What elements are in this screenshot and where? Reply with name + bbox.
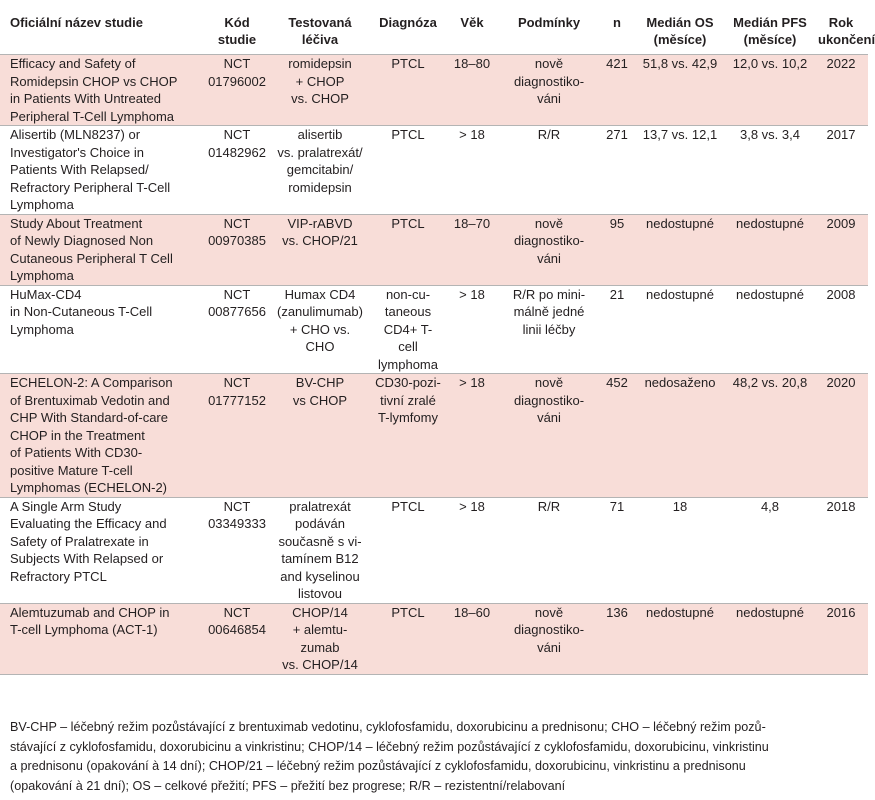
cell-line: > 18 — [459, 286, 485, 302]
cell-line: 136 — [606, 604, 628, 620]
cell-conditions — [498, 374, 600, 498]
cell-line: nově — [534, 215, 564, 231]
cell-line: + CHO vs. CHO — [289, 321, 351, 354]
cell-study-code — [204, 374, 270, 498]
cell-line: tivní zralé — [380, 392, 436, 408]
cell-line: 01796002 — [208, 73, 266, 89]
cell-study-code — [204, 126, 270, 215]
cell-median-os — [634, 497, 726, 603]
cell-median-os — [634, 55, 726, 126]
cell-line: 2022 — [826, 56, 856, 71]
cell-line: romidepsin — [288, 56, 352, 71]
cell-study-code — [204, 285, 270, 374]
cell-line: nedostupné — [646, 215, 714, 231]
cell-diagnosis — [370, 214, 446, 285]
cell-line: CD30-pozi- — [375, 375, 441, 390]
cell-line: vs. CHOP/21 — [282, 233, 358, 248]
cell-line: 421 — [606, 56, 628, 71]
cell-line: 95 — [609, 215, 625, 231]
cell-line: gemcitabin/ — [286, 162, 354, 177]
table-row — [0, 214, 868, 285]
header-age — [446, 0, 498, 55]
cell-diagnosis — [370, 603, 446, 674]
cell-line: BV-CHP — [295, 375, 345, 390]
cell-diagnosis — [370, 374, 446, 498]
cell-line: Lymphoma — [10, 197, 74, 212]
cell-conditions — [498, 126, 600, 215]
header-drugs — [270, 0, 370, 55]
cell-line: nedostupné — [736, 215, 804, 231]
cell-line: Lymphoma — [10, 268, 74, 283]
cell-line: zumab — [300, 639, 340, 655]
cell-study-name — [0, 285, 204, 374]
cell-line: 48,2 vs. 20,8 — [732, 375, 808, 390]
cell-line: Testovaná — [288, 15, 352, 30]
cell-line: nově — [534, 56, 564, 71]
cell-line: Refractory Peripheral T-Cell — [10, 179, 171, 195]
cell-line: > 18 — [459, 375, 485, 390]
cell-line: Refractory PTCL — [10, 568, 107, 584]
cell-median-pfs — [726, 285, 814, 374]
cell-line: PTCL — [391, 127, 425, 142]
cell-line: NCT — [223, 498, 251, 514]
cell-line: of Brentuximab Vedotin and — [10, 392, 170, 408]
cell-line: NCT — [223, 604, 251, 620]
cell-age — [446, 374, 498, 498]
cell-line: ukončení — [818, 32, 875, 47]
cell-line: Podmínky — [517, 15, 581, 30]
cell-line: 271 — [606, 127, 628, 142]
cell-age — [446, 214, 498, 285]
cell-line: NCT — [223, 215, 251, 231]
cell-line: současně s vi- — [278, 533, 362, 549]
cell-conditions — [498, 497, 600, 603]
cell-line: studie — [217, 32, 257, 47]
cell-age — [446, 603, 498, 674]
cell-n — [600, 126, 634, 215]
cell-line: podáván — [295, 516, 345, 531]
cell-line: listovou — [297, 586, 343, 601]
cell-line: + alemtu- — [292, 622, 348, 637]
cell-line: nedostupné — [736, 604, 804, 620]
cell-n — [600, 55, 634, 126]
cell-line: 12,0 vs. 10,2 — [732, 56, 808, 71]
footnote-line: (opakování à 21 dní); OS – celkové přežití; PFS – přežití bez progrese; R/R – rezistentní/relabovaní — [10, 778, 566, 793]
cell-line: vs. CHOP/14 — [282, 657, 358, 672]
cell-median-pfs — [726, 603, 814, 674]
cell-line: positive Mature T-cell — [10, 462, 133, 478]
cell-line: váni — [537, 91, 561, 106]
cell-line: Cutaneous Peripheral T Cell — [10, 250, 173, 266]
cell-line: Kód — [224, 15, 250, 30]
cell-line: Safety of Pralatrexate in — [10, 533, 149, 549]
cell-line: of Patients With CD30- — [10, 445, 143, 460]
cell-diagnosis — [370, 55, 446, 126]
cell-line: váni — [537, 250, 561, 266]
header-n — [600, 0, 634, 55]
cell-study-code — [204, 603, 270, 674]
cell-line: Evaluating the Efficacy and — [10, 516, 167, 531]
cell-line: Oficiální název studie — [10, 15, 143, 30]
cell-line: 2017 — [826, 127, 856, 142]
cell-line: Rok — [828, 15, 854, 30]
cell-line: málně jedné — [513, 304, 585, 319]
cell-study-name — [0, 374, 204, 498]
cell-median-pfs — [726, 126, 814, 215]
cell-drugs — [270, 603, 370, 674]
cell-drugs — [270, 285, 370, 374]
cell-age — [446, 126, 498, 215]
cell-line: PTCL — [391, 604, 425, 620]
cell-line: 18–80 — [453, 56, 491, 71]
cell-line: vs. CHOP — [291, 91, 349, 106]
cell-line: Alemtuzumab and CHOP in — [10, 604, 170, 620]
cell-conditions — [498, 55, 600, 126]
cell-line: n — [613, 15, 621, 30]
header-conditions — [498, 0, 600, 55]
cell-line: romidepsin — [288, 179, 352, 195]
cell-line: NCT — [223, 56, 251, 71]
cell-median-os — [634, 126, 726, 215]
table-body — [0, 55, 868, 675]
cell-drugs — [270, 214, 370, 285]
table-footnote — [10, 718, 862, 796]
cell-line: vs CHOP — [292, 392, 348, 408]
cell-line: 18–70 — [453, 215, 491, 231]
cell-line: Lymphomas (ECHELON-2) — [10, 480, 168, 495]
cell-median-os — [634, 603, 726, 674]
cell-line: váni — [537, 410, 561, 425]
cell-line: and kyselinou — [280, 568, 360, 584]
footnote-line: BV-CHP – léčebný režim pozůstávající z brentuximab vedotinu, cyklofosfamidu, doxorubicinu a prednisonu; CHO – léčebný režim pozů- — [10, 720, 766, 734]
cell-line: Lymphoma — [10, 321, 74, 337]
cell-line: nedostupné — [646, 604, 714, 620]
table-row — [0, 374, 868, 498]
cell-year — [814, 285, 868, 374]
header-median-os — [634, 0, 726, 55]
cell-line: diagnostiko- — [513, 622, 585, 637]
cell-line: 4,8 — [760, 498, 780, 514]
footnote-line: stávající z cyklofosfamidu, doxorubicinu a vinkristinu; CHOP/14 – léčebný režim pozůstávající z cyklofosfamidu, doxorubicinu, vinkristinu — [10, 739, 769, 754]
cell-year — [814, 214, 868, 285]
cell-line: T-cell Lymphoma (ACT-1) — [10, 622, 158, 637]
cell-diagnosis — [370, 126, 446, 215]
cell-line: NCT — [223, 286, 251, 302]
cell-drugs — [270, 126, 370, 215]
cell-line: > 18 — [459, 498, 485, 514]
cell-line: linii léčby — [522, 321, 576, 337]
cell-line: 01777152 — [208, 392, 266, 408]
cell-line: 03349333 — [208, 516, 266, 531]
cell-line: 2009 — [826, 215, 856, 231]
cell-line: 2020 — [826, 375, 856, 390]
cell-age — [446, 497, 498, 603]
cell-year — [814, 497, 868, 603]
cell-line: (zanulimumab) — [277, 304, 363, 319]
cell-median-os — [634, 214, 726, 285]
cell-line: R/R — [537, 127, 561, 142]
cell-line: Medián OS — [646, 15, 714, 30]
table-row — [0, 603, 868, 674]
cell-line: váni — [537, 639, 561, 655]
cell-study-name — [0, 497, 204, 603]
table-row — [0, 55, 868, 126]
table-row — [0, 126, 868, 215]
cell-line: taneous — [384, 304, 432, 319]
cell-line: 71 — [609, 498, 625, 514]
cell-year — [814, 603, 868, 674]
cell-line: alisertib — [297, 127, 343, 142]
cell-line: 00970385 — [208, 233, 266, 248]
header-median-pfs — [726, 0, 814, 55]
cell-diagnosis — [370, 285, 446, 374]
header-study-name — [0, 0, 204, 55]
cell-line: CHOP in the Treatment — [10, 427, 145, 443]
cell-study-name — [0, 214, 204, 285]
cell-line: diagnostiko- — [513, 233, 585, 248]
cell-drugs — [270, 497, 370, 603]
cell-study-name — [0, 55, 204, 126]
cell-diagnosis — [370, 497, 446, 603]
cell-n — [600, 603, 634, 674]
cell-line: 00646854 — [208, 622, 266, 637]
cell-age — [446, 55, 498, 126]
cell-line: Study About Treatment — [10, 215, 143, 231]
header-year — [814, 0, 875, 55]
cell-line: PTCL — [391, 56, 425, 71]
cell-n — [600, 214, 634, 285]
cell-line: Romidepsin CHOP vs CHOP — [10, 73, 178, 89]
cell-line: nově — [534, 604, 564, 620]
cell-line: léčiva — [301, 32, 339, 47]
cell-line: 2016 — [826, 604, 856, 620]
cell-line: nedosaženo — [644, 375, 716, 390]
cell-line: pralatrexát — [289, 498, 351, 514]
cell-line: vs. pralatrexát/ — [277, 144, 363, 160]
cell-line: PTCL — [391, 498, 425, 514]
cell-line: of Newly Diagnosed Non — [10, 233, 154, 248]
table-row — [0, 285, 868, 374]
cell-year — [814, 55, 868, 126]
cell-drugs — [270, 374, 370, 498]
cell-study-code — [204, 214, 270, 285]
cell-line: in Patients With Untreated — [10, 91, 162, 106]
cell-line: R/R — [537, 498, 561, 514]
cell-line: CHP With Standard-of-care — [10, 410, 168, 425]
cell-line: 21 — [609, 286, 625, 302]
cell-study-name — [0, 603, 204, 674]
cell-line: (měsíce) — [743, 32, 797, 47]
cell-line: tamínem B12 — [281, 551, 359, 566]
cell-line: A Single Arm Study — [10, 498, 122, 514]
cell-n — [600, 285, 634, 374]
cell-line: nedostupné — [646, 286, 714, 302]
cell-line: 51,8 vs. 42,9 — [642, 56, 718, 71]
cell-line: Subjects With Relapsed or — [10, 551, 164, 566]
cell-line: CD4+ T-cell — [383, 321, 433, 354]
cell-line: 2008 — [826, 286, 856, 302]
cell-n — [600, 497, 634, 603]
cell-study-code — [204, 497, 270, 603]
cell-age — [446, 285, 498, 374]
cell-line: diagnostiko- — [513, 392, 585, 408]
cell-line: 452 — [606, 375, 628, 390]
cell-line: Diagnóza — [379, 15, 437, 30]
cell-median-pfs — [726, 497, 814, 603]
cell-line: R/R po mini- — [512, 286, 586, 302]
cell-drugs — [270, 55, 370, 126]
cell-line: 18–60 — [453, 604, 491, 620]
header-study-code — [204, 0, 270, 55]
cell-conditions — [498, 603, 600, 674]
cell-line: Efficacy and Safety of — [10, 56, 136, 71]
cell-line: T-lymfomy — [378, 410, 438, 425]
cell-year — [814, 126, 868, 215]
cell-conditions — [498, 285, 600, 374]
cell-median-pfs — [726, 374, 814, 498]
cell-study-name — [0, 126, 204, 215]
cell-year — [814, 374, 868, 498]
cell-line: Humax CD4 — [284, 286, 356, 302]
cell-median-pfs — [726, 214, 814, 285]
cell-line: Věk — [460, 15, 484, 30]
cell-line: nedostupné — [736, 286, 804, 302]
cell-line: PTCL — [391, 215, 425, 231]
footnote-line: a prednisonu (opakování à 14 dní); CHOP/21 – léčebný režim pozůstávající z cyklofosfamidu, doxorubicinu, vinkristinu a prednisonu — [10, 759, 746, 773]
cell-line: 18 — [672, 498, 688, 514]
cell-n — [600, 374, 634, 498]
cell-line: NCT — [223, 375, 251, 390]
cell-line: VIP-rABVD — [287, 215, 353, 231]
cell-study-code — [204, 55, 270, 126]
cell-line: 01482962 — [208, 144, 266, 160]
cell-line: + CHOP — [295, 73, 345, 89]
cell-line: 3,8 vs. 3,4 — [740, 127, 800, 142]
cell-line: Medián PFS — [733, 15, 807, 30]
header-diagnosis — [370, 0, 446, 55]
cell-line: Investigator's Choice in — [10, 144, 144, 160]
cell-line: 13,7 vs. 12,1 — [642, 127, 718, 142]
table-header-row — [0, 0, 868, 55]
cell-line: CHOP/14 — [292, 604, 348, 620]
cell-line: 00877656 — [208, 304, 266, 319]
cell-line: (měsíce) — [653, 32, 707, 47]
cell-line: NCT — [223, 127, 251, 142]
cell-line: Alisertib (MLN8237) or — [10, 127, 141, 142]
cell-line: non-cu- — [385, 286, 431, 302]
cell-line: lymphoma — [378, 356, 438, 372]
cell-line: Patients With Relapsed/ — [10, 162, 149, 177]
cell-line: diagnostiko- — [513, 73, 585, 89]
cell-line: 2018 — [826, 498, 856, 514]
cell-line: nově — [534, 375, 564, 390]
cell-median-os — [634, 285, 726, 374]
cell-line: ECHELON-2: A Comparison — [10, 375, 173, 390]
table-row — [0, 497, 868, 603]
cell-line: in Non-Cutaneous T-Cell — [10, 304, 153, 319]
cell-conditions — [498, 214, 600, 285]
cell-line: HuMax-CD4 — [10, 286, 82, 302]
cell-median-os — [634, 374, 726, 498]
cell-line: > 18 — [459, 127, 485, 142]
cell-line: Peripheral T-Cell Lymphoma — [10, 108, 175, 124]
cell-median-pfs — [726, 55, 814, 126]
